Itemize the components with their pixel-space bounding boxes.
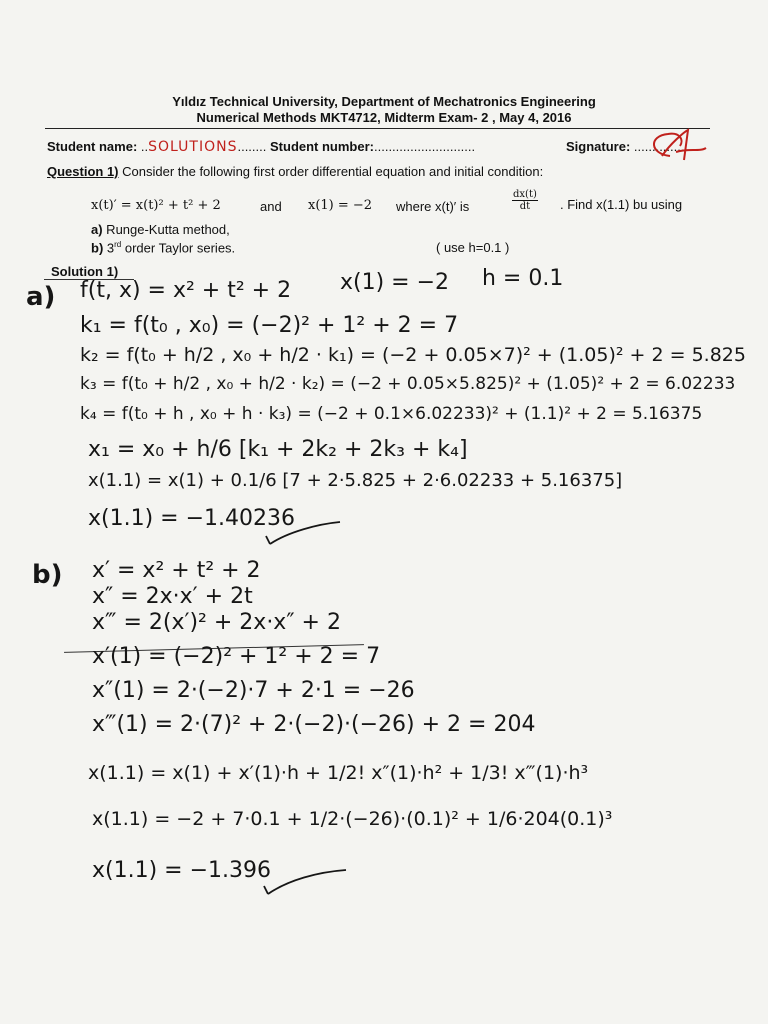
- k2-line: k₂ = f(t₀ + h/2 , x₀ + h/2 · k₁) = (−2 + 0.05×7)² + (1.05)² + 2 = 5.825: [80, 344, 746, 366]
- second-derivative: x″ = 2x·x′ + 2t: [92, 584, 253, 609]
- question-item-b: [91, 240, 235, 255]
- initial-value: x(1) = −2: [340, 270, 450, 295]
- student-name-value: SOLUTIONS: [148, 139, 238, 155]
- checkmark-a: [258, 518, 344, 550]
- university-title: Yıldız Technical University, Department of Mechatronics Engineering: [172, 94, 596, 109]
- initial-condition: x(1) = −2: [308, 198, 373, 213]
- third-derivative-value: x‴(1) = 2·(7)² + 2·(−2)·(−26) + 2 = 204: [92, 712, 536, 737]
- k1-line: k₁ = f(t₀ , x₀) = (−2)² + 1² + 2 = 7: [80, 313, 459, 338]
- rk4-formula: x₁ = x₀ + h/6 [k₁ + 2k₂ + 2k₃ + k₄]: [88, 437, 468, 462]
- question-row: [47, 164, 543, 179]
- ode-equation: x(t)′ = x(t)² + t² + 2: [91, 198, 221, 213]
- student-name-dots-after: ........: [237, 139, 267, 154]
- signature-mark: [640, 126, 712, 166]
- part-a-marker: a): [26, 282, 56, 312]
- question-label: Question 1): [47, 164, 119, 179]
- second-derivative-value: x″(1) = 2·(−2)·7 + 2·1 = −26: [92, 678, 415, 703]
- question-text: Consider the following first order differential equation and initial condition:: [118, 164, 544, 179]
- item-b-label: b): [91, 240, 104, 256]
- student-number-label: Student number:: [270, 139, 374, 154]
- first-derivative-value: x′(1) = (−2)² + 1² + 2 = 7: [92, 644, 381, 669]
- taylor-series-formula: x(1.1) = x(1) + x′(1)·h + 1/2! x″(1)·h² + 1/3! x‴(1)·h³: [88, 762, 589, 784]
- checkmark-b: [254, 866, 350, 900]
- third-derivative: x‴ = 2(x′)² + 2x·x″ + 2: [92, 610, 341, 635]
- course-title: Numerical Methods MKT4712, Midterm Exam- 2 , May 4, 2016: [196, 110, 572, 125]
- and-word: and: [260, 199, 282, 214]
- taylor-result: x(1.1) = −1.396: [92, 858, 272, 883]
- signature-label: Signature:: [566, 139, 634, 154]
- function-definition: f(t, x) = x² + t² + 2: [80, 278, 292, 303]
- student-name-dots-before: ..: [140, 139, 149, 154]
- item-b-number: 3: [103, 240, 115, 256]
- item-b-superscript: rd: [114, 240, 122, 249]
- header-rule: [45, 128, 710, 129]
- find-text: . Find x(1.1) bu using: [560, 197, 683, 212]
- item-a-text: Runge-Kutta method,: [102, 222, 230, 237]
- step-size: h = 0.1: [482, 266, 564, 291]
- item-a-label: a): [91, 222, 103, 237]
- rk4-substitution: x(1.1) = x(1) + 0.1/6 [7 + 2·5.825 + 2·6.02233 + 5.16375]: [88, 470, 623, 491]
- fraction-numerator: dx(t): [513, 189, 537, 200]
- student-info-row: [47, 139, 475, 155]
- k4-line: k₄ = f(t₀ + h , x₀ + h · k₃) = (−2 + 0.1×6.02233)² + (1.1)² + 2 = 5.16375: [80, 404, 703, 424]
- item-b-text: order Taylor series.: [121, 240, 236, 256]
- signature-dots: ..............: [633, 139, 685, 154]
- question-item-a: [91, 222, 230, 237]
- first-derivative: x′ = x² + t² + 2: [92, 558, 261, 583]
- rk4-result: x(1.1) = −1.40236: [88, 506, 296, 531]
- solution-label: Solution 1): [51, 264, 119, 279]
- where-text: where x(t)′ is: [396, 199, 470, 214]
- derivative-fraction: [512, 189, 538, 212]
- k3-line: k₃ = f(t₀ + h/2 , x₀ + h/2 · k₂) = (−2 + 0.05×5.825)² + (1.05)² + 2 = 6.02233: [80, 374, 736, 394]
- fraction-denominator: dt: [519, 201, 531, 212]
- part-b-marker: b): [32, 560, 63, 590]
- taylor-substitution: x(1.1) = −2 + 7·0.1 + 1/2·(−26)·(0.1)² + 1/6·204(0.1)³: [92, 808, 613, 830]
- student-name-label: Student name:: [47, 139, 141, 154]
- student-number-dots: ............................: [374, 139, 476, 154]
- step-size-note: ( use h=0.1 ): [436, 240, 510, 255]
